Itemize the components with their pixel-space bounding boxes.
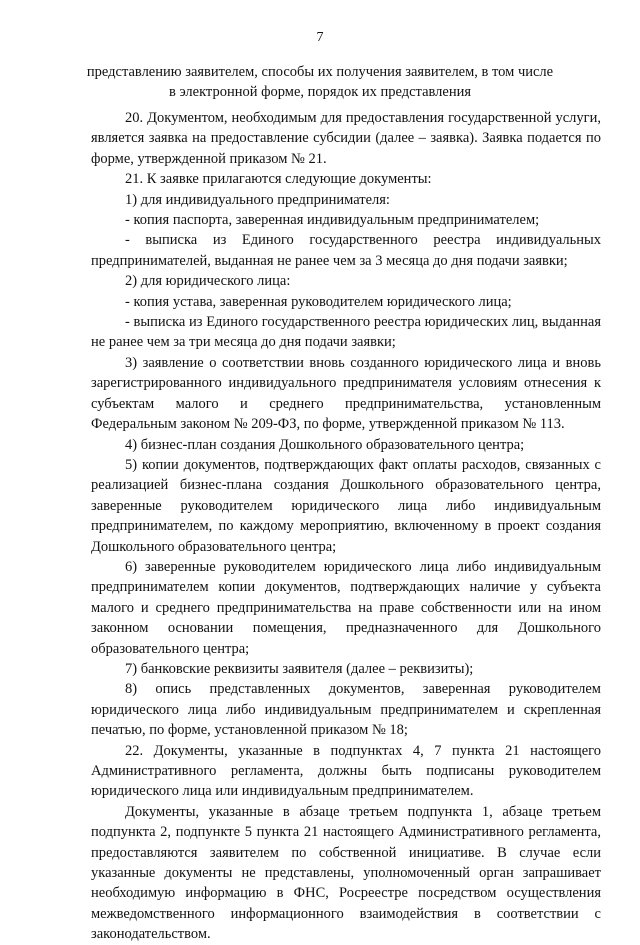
paragraph-21-intro: 21. К заявке прилагаются следующие документы: <box>125 171 432 188</box>
paragraph-22: 22. Документы, указанные в подпунктах 4, 7 пункта 21 настоящего Административного регламента, должны быть подписаны руководителем юридического лица или индивидуальным предпринимателем. <box>91 742 601 800</box>
heading-line: представлению заявителем, способы их получения заявителем, в том числе <box>86 64 554 80</box>
list-item: - выписка из Единого государственного реестра юридических лиц, выданная не ранее чем за три месяца до дня подачи заявки; <box>91 314 601 351</box>
list-item: - выписка из Единого государственного реестра индивидуальных предпринимателей, выданная не ранее чем за 3 месяца до дня подачи заявки; <box>91 232 601 269</box>
list-item: - копия устава, заверенная руководителем юридического лица; <box>125 293 512 310</box>
list-item: - копия паспорта, заверенная индивидуальным предпринимателем; <box>125 212 540 229</box>
section-heading <box>60 62 580 102</box>
list-item: 6) заверенные руководителем юридического лица либо индивидуальным предпринимателем копии документов, подтверждающих наличие у субъекта малого и среднего предпринимательства на праве собственности или на ином законном основании помещения, предназначенного для Дошкольного образовательного центра; <box>91 558 601 657</box>
list-item: 3) заявление о соответствии вновь созданного юридического лица и вновь зарегистрированного индивидуального предпринимателя условиям отнесения к субъектам малого и среднего предпринимательства, установленным Федеральным законом № 209-ФЗ, по форме, утвержденной приказом № 113. <box>91 354 601 433</box>
heading-line: в электронной форме, порядок их представления <box>168 84 472 100</box>
list-item: 2) для юридического лица: <box>125 273 291 290</box>
list-item: 4) бизнес-план создания Дошкольного образовательного центра; <box>125 436 525 453</box>
page-number: 7 <box>316 30 324 45</box>
list-item: 8) опись представленных документов, заверенная руководителем юридического лица либо индивидуальным предпринимателем и скрепленная печатью, по форме, установленной приказом № 18; <box>91 681 601 739</box>
paragraph-20: 20. Документом, необходимым для предоставления государственной услуги, является заявка на предоставление субсидии (далее – заявка). Заявка подается по форме, утвержденной приказом № 21. <box>91 110 601 167</box>
paragraph: Документы, указанные в абзаце третьем подпункта 1, абзаце третьем подпункта 2, подпункте 5 пункта 21 настоящего Административного регламента, предоставляются заявителем по собственной инициативе. В случае если указанные документы не представлены, уполномоченный орган запрашивает необходимую информацию в ФНС, Росреестре посредством осуществления межведомственного информационного взаимодействия в соответствии с законодательством. <box>91 803 601 943</box>
list-item: 7) банковские реквизиты заявителя (далее – реквизиты); <box>125 660 474 677</box>
document-body <box>91 108 601 945</box>
list-item: 1) для индивидуального предпринимателя: <box>125 191 390 208</box>
list-item: 5) копии документов, подтверждающих факт оплаты расходов, связанных с реализацией бизнес-плана создания Дошкольного образовательного центра, заверенные руководителем юридического лица либо индивидуальным предпринимателем, по каждому мероприятию, включенному в проект создания Дошкольного образовательного центра; <box>91 456 601 555</box>
